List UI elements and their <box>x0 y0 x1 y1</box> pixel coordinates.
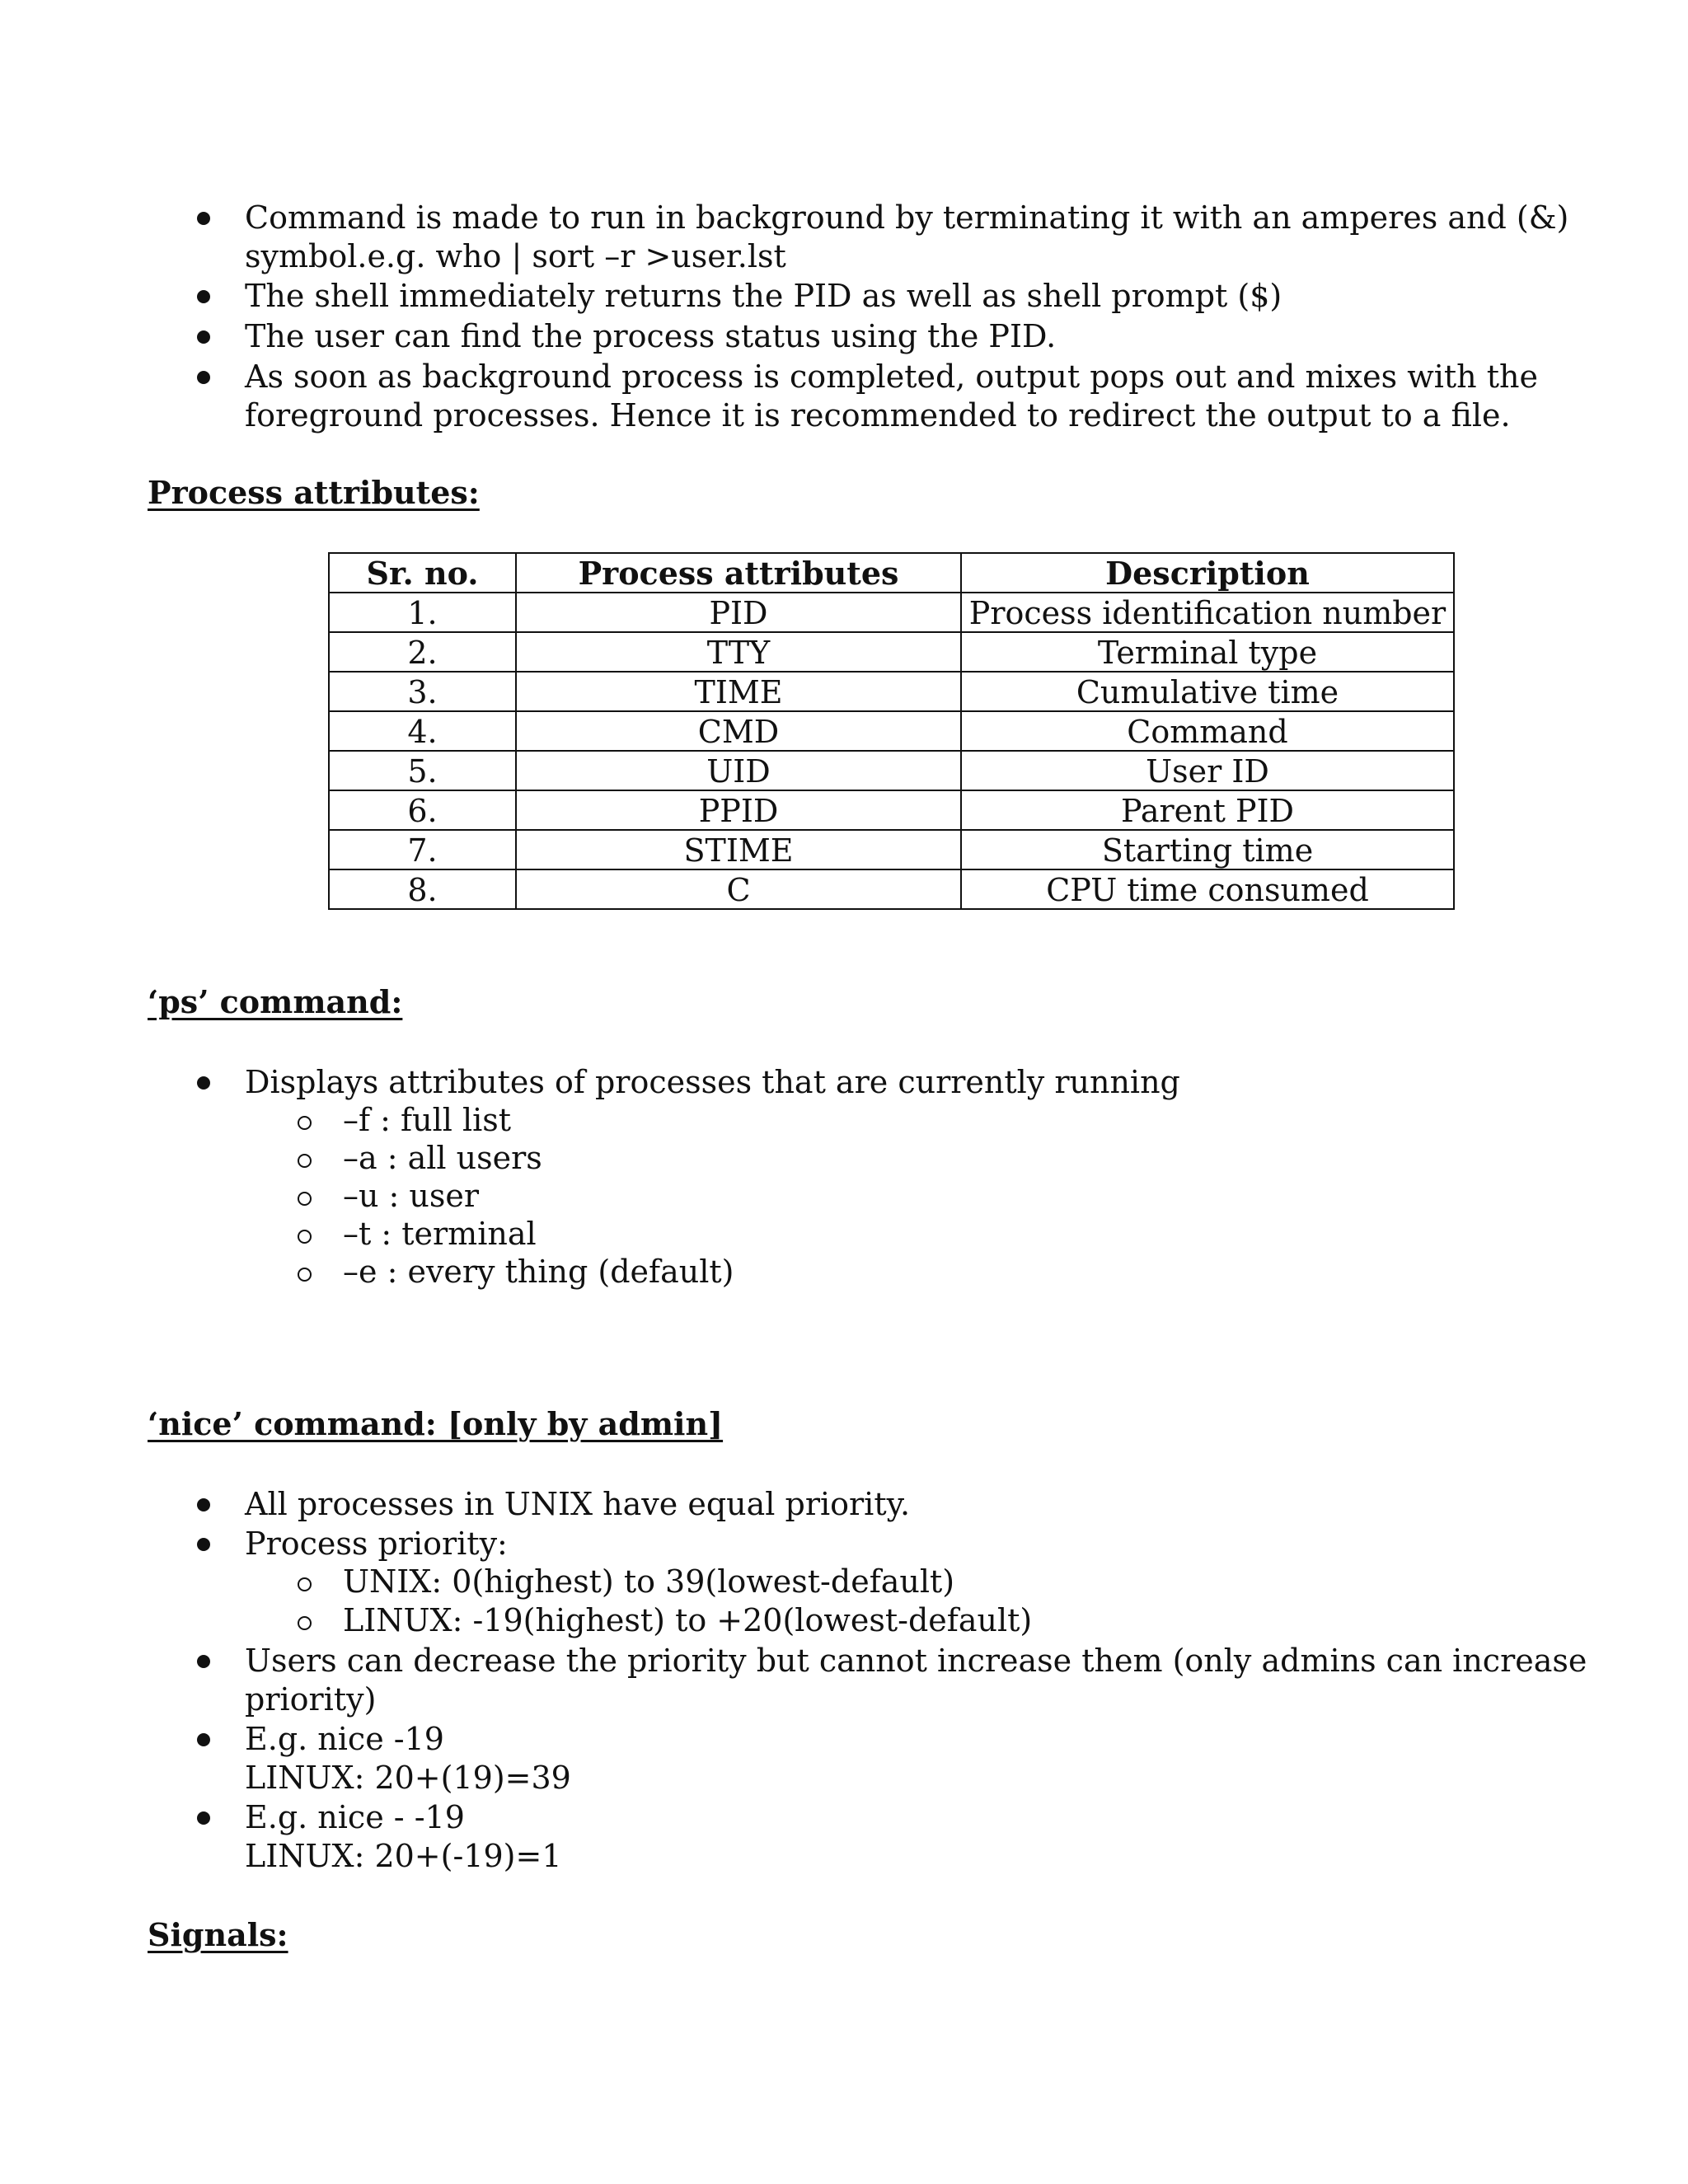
nice-example-1-command: E.g. nice -19 <box>245 1721 444 1757</box>
background-bullet-1-line-1: Command is made to run in background by terminating it with an amperes and (&) <box>245 199 1569 236</box>
table-cell: Starting time <box>961 830 1454 869</box>
process-attributes-heading: Process attributes: <box>148 474 480 511</box>
table-row <box>329 711 1454 751</box>
bullet-icon <box>197 1538 210 1551</box>
background-bullet-1-line-2: symbol.e.g. who | sort –r >user.lst <box>245 238 786 274</box>
nice-example-2-command: E.g. nice - -19 <box>245 1799 465 1835</box>
nice-bullet-users-line-2: priority) <box>245 1681 377 1718</box>
nice-example-2-result: LINUX: 20+(-19)=1 <box>245 1838 562 1874</box>
table-cell: PPID <box>516 790 961 830</box>
nice-bullet-users-line-1: Users can decrease the priority but cannot increase them (only admins can increase <box>245 1643 1587 1679</box>
table-cell: 6. <box>329 790 516 830</box>
ps-option-every-thing: –e : every thing (default) <box>343 1254 734 1290</box>
background-bullet-2: The shell immediately returns the PID as well as shell prompt ($) <box>245 278 1282 314</box>
table-row <box>329 593 1454 632</box>
table-cell: UID <box>516 751 961 790</box>
table-row <box>329 672 1454 711</box>
hollow-bullet-icon <box>298 1268 312 1282</box>
hollow-bullet-icon <box>298 1192 312 1206</box>
background-bullet-4-line-1: As soon as background process is completed, output pops out and mixes with the <box>245 359 1538 395</box>
table-cell: 8. <box>329 869 516 909</box>
ps-command-heading: ‘ps’ command: <box>148 983 403 1020</box>
table-cell: 3. <box>329 672 516 711</box>
ps-option-user: –u : user <box>343 1178 480 1214</box>
table-cell: STIME <box>516 830 961 869</box>
table-cell: Terminal type <box>961 632 1454 672</box>
table-cell: 2. <box>329 632 516 672</box>
ps-command-description: Displays attributes of processes that are currently running <box>245 1064 1180 1100</box>
nice-command-heading: ‘nice’ command: [only by admin] <box>148 1405 724 1442</box>
table-cell: Process identification number <box>961 593 1454 632</box>
hollow-bullet-icon <box>298 1577 312 1591</box>
bullet-icon <box>197 1498 210 1511</box>
table-cell: Command <box>961 711 1454 751</box>
ps-option-all-users: –a : all users <box>343 1140 542 1176</box>
priority-linux: LINUX: -19(highest) to +20(lowest-default) <box>343 1602 1033 1638</box>
table-row <box>329 869 1454 909</box>
table-cell: C <box>516 869 961 909</box>
bullet-icon <box>197 290 210 303</box>
nice-bullet-equal-priority: All processes in UNIX have equal priority. <box>245 1486 911 1522</box>
bullet-icon <box>197 1655 210 1668</box>
ps-option-full-list: –f : full list <box>343 1102 512 1138</box>
background-bullet-4-line-2: foreground processes. Hence it is recommended to redirect the output to a file. <box>245 397 1511 434</box>
table-cell: 4. <box>329 711 516 751</box>
bullet-icon <box>197 1076 210 1090</box>
nice-bullet-process-priority: Process priority: <box>245 1526 508 1562</box>
table-row <box>329 632 1454 672</box>
signals-heading: Signals: <box>148 1916 288 1953</box>
bullet-icon <box>197 330 210 344</box>
bullet-icon <box>197 212 210 225</box>
column-header-attribute: Process attributes <box>516 553 961 593</box>
table-row <box>329 790 1454 830</box>
table-cell: TIME <box>516 672 961 711</box>
priority-unix: UNIX: 0(highest) to 39(lowest-default) <box>343 1563 955 1600</box>
table-cell: CMD <box>516 711 961 751</box>
hollow-bullet-icon <box>298 1154 312 1168</box>
table-cell: 1. <box>329 593 516 632</box>
table-cell: User ID <box>961 751 1454 790</box>
nice-example-1-result: LINUX: 20+(19)=39 <box>245 1760 571 1796</box>
bullet-icon <box>197 371 210 384</box>
bullet-icon <box>197 1733 210 1746</box>
column-header-sr-no: Sr. no. <box>329 553 516 593</box>
table-cell: PID <box>516 593 961 632</box>
table-header-row <box>329 553 1454 593</box>
table-cell: CPU time consumed <box>961 869 1454 909</box>
ps-option-terminal: –t : terminal <box>343 1216 537 1252</box>
table-cell: Cumulative time <box>961 672 1454 711</box>
table-row <box>329 751 1454 790</box>
hollow-bullet-icon <box>298 1230 312 1244</box>
table-cell: 5. <box>329 751 516 790</box>
table-cell: 7. <box>329 830 516 869</box>
table-cell: TTY <box>516 632 961 672</box>
column-header-description: Description <box>961 553 1454 593</box>
bullet-icon <box>197 1811 210 1825</box>
table-cell: Parent PID <box>961 790 1454 830</box>
background-bullet-3: The user can find the process status using the PID. <box>245 318 1057 354</box>
table-row <box>329 830 1454 869</box>
hollow-bullet-icon <box>298 1616 312 1630</box>
process-attributes-table <box>328 552 1455 910</box>
hollow-bullet-icon <box>298 1116 312 1130</box>
